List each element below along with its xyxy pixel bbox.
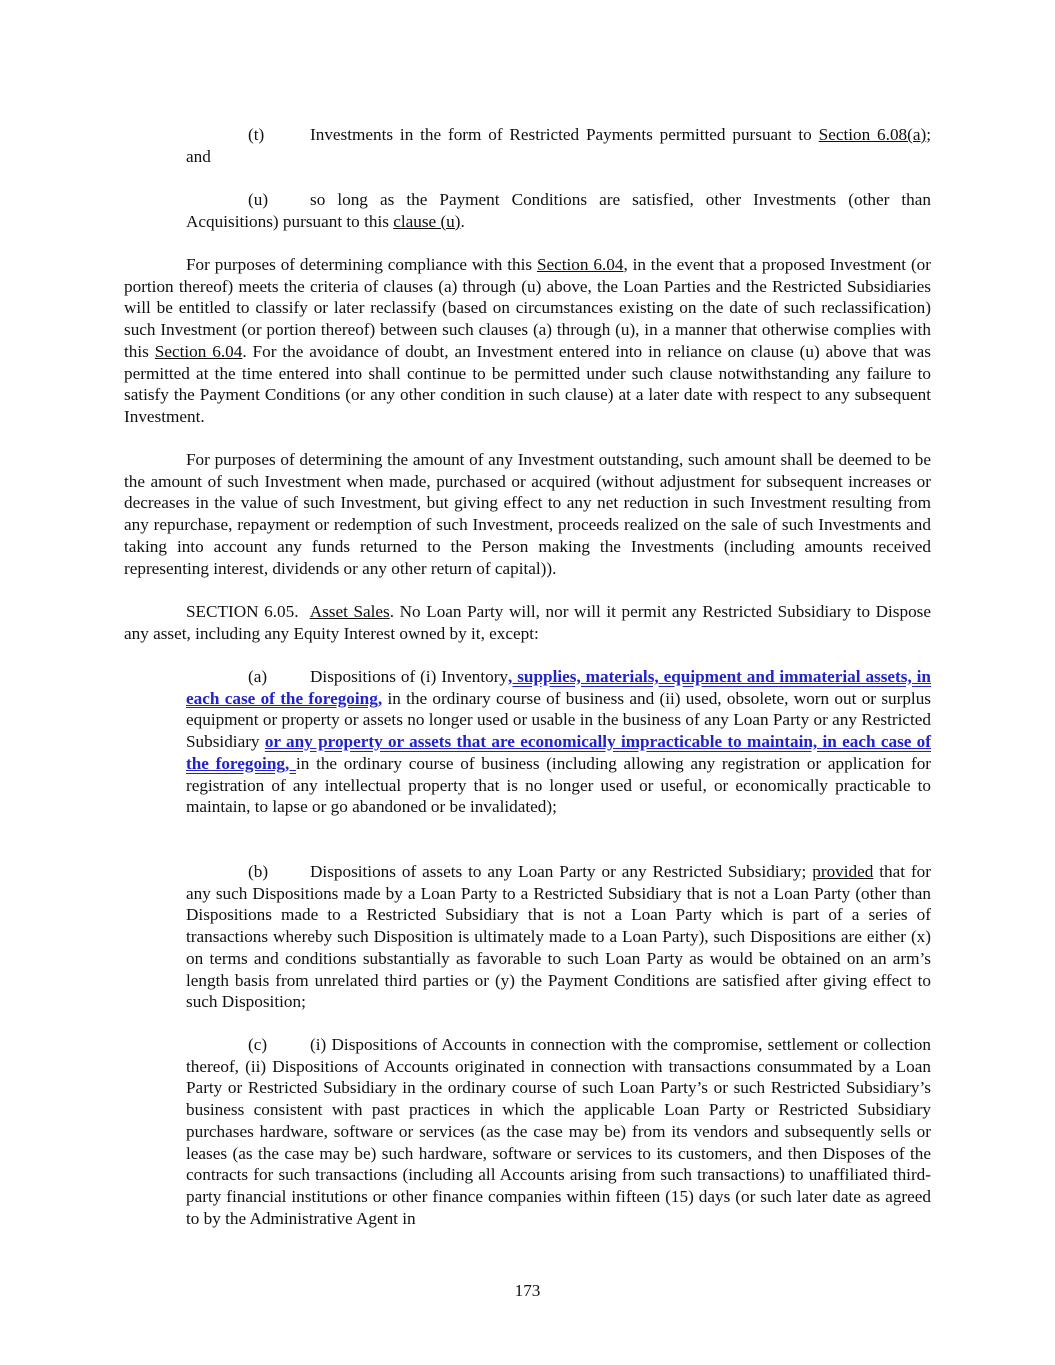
clause-a-text-2: in the ordinary course of business and (ii) used, obsolete, worn out or surplus equipment or property or assets no longer used or usable in the business of any Loan Party or any Restricted Subsidiary (186, 688, 931, 752)
clause-t-text: Investments in the form of Restricted Payments permitted pursuant to (310, 125, 819, 144)
clause-a-text-3: in the ordinary course of business (including allowing any registration or application for registration of any intellectual property that is no longer used or useful, or economically practicable to maintain, to lapse or go abandoned or be invalidated); (186, 753, 932, 817)
section-605-text: . No Loan Party will, nor will it permit any Restricted Subsidiary to Dispose any asset, including any Equity Interest owned by it, except: (124, 602, 932, 643)
clause-a-label: (a) (248, 667, 268, 686)
section-605-title: Asset Sales (309, 602, 390, 621)
clause-c-text: (i) Dispositions of Accounts in connection with the compromise, settlement or collection thereof, (ii) Dispositions of Accounts originated in connection with transactions consummated by a Loan Party or Restricted Subsidiary in the ordinary course of such Loan Party’s or such Restricted Subsidiary’s business consistent with past practices in which the applicable Loan Party or Restricted Subsidiary purchases hardware, software or services (as the case may be) from its vendors and subsequently sells or leases (as the case may be) such hardware, software or services to its customers, and then Disposes of the contracts for such transactions (including all Accounts arising from such transactions) to unaffiliated third-party financial institutions or other finance companies within fifteen (15) days (or such later date as agreed to by the Administrative Agent in (186, 1035, 931, 1228)
clause-b-text-1: Dispositions of assets to any Loan Party or any Restricted Subsidiary; (310, 862, 813, 881)
section-605-paragraph (124, 601, 931, 644)
clause-b (186, 861, 931, 1013)
clause-u (186, 189, 931, 232)
clause-u-label: (u) (248, 190, 269, 209)
section-604-ref-2: Section 6.04 (154, 341, 243, 361)
section-608a-ref: Section 6.08(a) (818, 125, 927, 144)
compliance-text-1: For purposes of determining compliance with this (186, 255, 537, 274)
clause-b-label: (b) (248, 862, 269, 881)
clause-t-label: (t) (248, 125, 265, 144)
provided-ref: provided (812, 862, 874, 881)
compliance-text-3: . For the avoidance of doubt, an Investment entered into in reliance on clause (u) above that was permitted at the time entered into shall continue to be permitted under such clause notwithstanding any failure to satisfy the Payment Conditions (or any other condition in such clause) at a later date with respect to any subsequent Investment. (124, 341, 931, 426)
investment-amount-paragraph: For purposes of determining the amount of any Investment outstanding, such amount shall be deemed to be the amount of such Investment when made, purchased or acquired (without adjustment for subsequent increases or decreases in the value of such Investment, but giving effect to any net reduction in such Investment resulting from any repurchase, repayment or redemption of such Investment, proceeds realized on the sale of such Investments and taking into account any funds returned to the Person making the Investments (including amounts received representing interest, dividends or any other return of capital)). (124, 450, 931, 578)
clause-c (186, 1034, 931, 1229)
clause-a-text-1: Dispositions of (i) Inventory (310, 667, 509, 686)
clause-a (186, 666, 931, 818)
compliance-paragraph (124, 254, 931, 428)
page-number: 173 (514, 1281, 541, 1300)
clause-u-text: so long as the Payment Conditions are satisfied, other Investments (other than Acquisitions) pursuant to this (186, 190, 931, 231)
clause-t (186, 124, 931, 167)
section-604-ref-1: Section 6.04 (536, 255, 624, 274)
inserted-text-2: or any property or assets that are economically impracticable to maintain, in each case of the foregoing, (186, 732, 931, 773)
compliance-text-2: , in the event that a proposed Investment (or portion thereof) meets the criteria of clauses (a) through (u) above, the Loan Parties and the Restricted Subsidiaries will be entitled to classify or later reclassify (based on circumstances existing on the date of such reclassification) such Investment (or portion thereof) between such clauses (a) through (u), in a manner that otherwise complies with this (124, 255, 931, 361)
clause-u-end: . (460, 211, 465, 231)
inserted-text-1: , supplies, materials, equipment and immaterial assets, in each case of the foregoing, (186, 667, 931, 708)
section-605-heading: SECTION 6.05. (186, 602, 299, 621)
clause-c-label: (c) (248, 1035, 268, 1054)
clause-u-ref: clause (u) (393, 211, 461, 231)
clause-t-end: ; and (186, 125, 931, 166)
clause-b-text-2: that for any such Dispositions made by a Loan Party to a Restricted Subsidiary that is not a Loan Party (other than Dispositions made to a Restricted Subsidiary that is not a Loan Party which is part of a series of transactions whereby such Disposition is ultimately made to a Loan Party), such Dispositions are either (x) on terms and conditions substantially as favorable to such Loan Party as would be obtained on an arm’s length basis from unrelated third parties or (y) the Payment Conditions are satisfied after giving effect to such Disposition; (186, 862, 931, 1012)
